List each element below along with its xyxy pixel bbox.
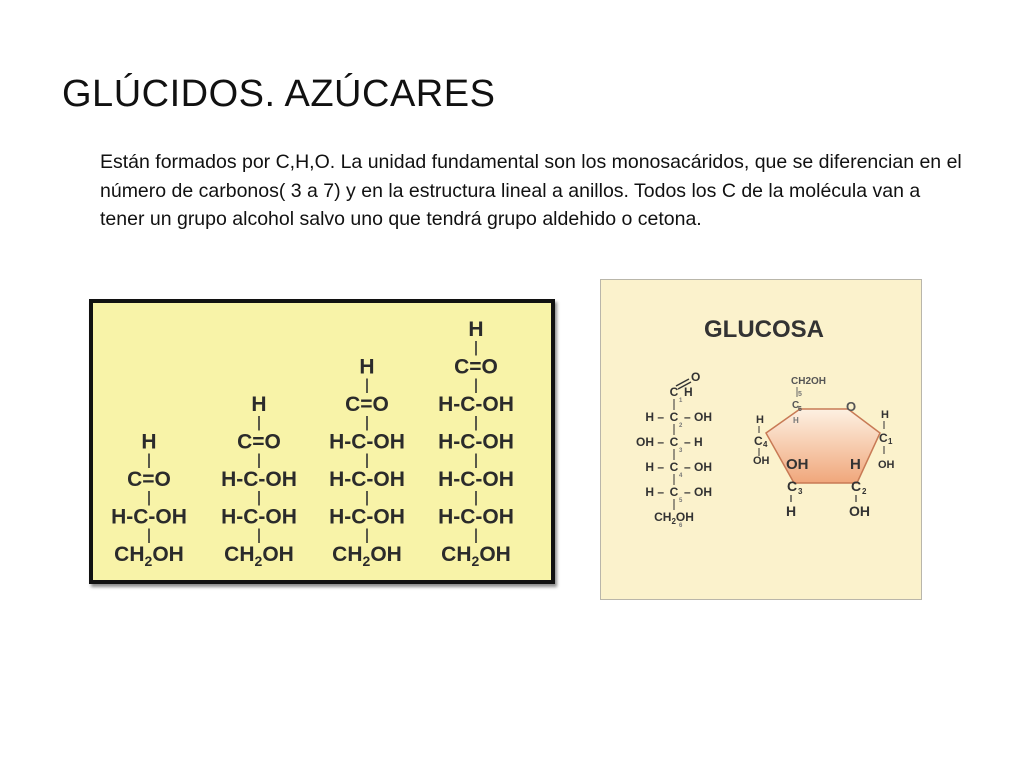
row-carbon-number: 3 — [679, 448, 683, 454]
linear-glucose-row — [636, 435, 703, 460]
ring-c2-oh: OH — [849, 503, 870, 519]
ring-n4: 4 — [763, 440, 768, 449]
row-right-group: – OH — [684, 460, 713, 474]
linear-glucose-row — [654, 510, 694, 529]
row-carbon-number: 4 — [679, 473, 683, 479]
pyranose-ring — [766, 409, 880, 483]
row-right-group: H — [684, 385, 693, 399]
molecule-row-label: $CH_2OH$ — [224, 543, 294, 569]
row-left-group: OH – — [635, 435, 664, 449]
ring-c1: C — [879, 431, 888, 445]
molecule-row-label: H-C-OH — [329, 430, 405, 454]
aldose-molecule — [329, 356, 405, 570]
molecule-row-label: H-C-OH — [438, 393, 514, 416]
ring-ch2oh: CH2OH — [791, 376, 827, 387]
ring-c2: C — [851, 478, 862, 494]
molecule-row-label: H — [251, 393, 267, 416]
molecule-row-label: C=O — [127, 468, 171, 491]
ring-n5: 5 — [798, 391, 802, 398]
molecule-row-label: H-C-OH — [221, 505, 297, 529]
molecule-row-label: $CH_2OH$ — [332, 543, 402, 569]
molecule-row-label: H — [468, 318, 484, 341]
row-left-group: H – — [645, 460, 664, 474]
ring-c4-h: H — [756, 414, 764, 426]
molecule-row-label: H-C-OH — [438, 468, 514, 491]
row-right-group: – OH — [684, 410, 713, 424]
row-carbon-number: 5 — [679, 498, 683, 504]
ring-c3-oh: OH — [786, 456, 809, 473]
aldose-structures-panel — [89, 299, 555, 584]
row-carbon: C — [669, 485, 679, 499]
ring-c4: C — [754, 434, 763, 448]
glucose-panel — [600, 279, 922, 600]
linear-glucose-row — [645, 460, 712, 485]
glucose-diagram — [601, 280, 921, 599]
molecule-row-label: C=O — [345, 393, 389, 416]
slide-paragraph: Están formados por C,H,O. La unidad fundamental son los monosacáridos, que se diferencian en el número de carbonos( 3 a 7) y en la estructura lineal a anillos. Todos los C de la molécula van a tener un grupo alcohol salvo uno que tendrá grupo aldehido o cetona. — [100, 151, 962, 230]
row-carbon-number: 2 — [679, 423, 683, 429]
molecule-row-label: C=O — [454, 355, 498, 379]
molecule-row-label: $CH_2OH$ — [114, 543, 184, 569]
ring-c5-h: H — [793, 416, 799, 425]
row-right-group: – H — [684, 435, 703, 449]
slide-title: GLÚCIDOS. AZÚCARES — [62, 73, 496, 115]
row-carbon: C — [669, 460, 679, 474]
aldose-structures-diagram — [93, 303, 551, 580]
row-carbon-number: 1 — [679, 398, 683, 404]
row-carbon: C — [669, 385, 679, 399]
row-carbon: C — [669, 435, 679, 449]
aldose-molecule — [438, 318, 514, 569]
linear-glucose-row — [645, 485, 712, 510]
ring-c3-h: H — [786, 503, 797, 519]
row-right-group: – OH — [684, 485, 713, 499]
linear-glucose-row — [645, 410, 712, 435]
molecule-row-label: C=O — [237, 430, 281, 454]
molecule-row-label: $CH_2OH$ — [441, 543, 511, 569]
glucose-linear — [636, 370, 712, 529]
molecule-row-label: H — [141, 430, 157, 454]
aldose-molecule — [221, 393, 297, 569]
row-carbon-number: 6 — [679, 523, 683, 529]
ring-c6: C — [792, 400, 800, 411]
ring-c3: C — [787, 478, 798, 494]
molecule-row-label: H-C-OH — [329, 468, 405, 491]
linear-top-o: O — [691, 370, 701, 384]
ring-c4-oh: OH — [753, 455, 770, 467]
linear-glucose-row — [670, 385, 693, 410]
glucose-title: GLUCOSA — [704, 316, 824, 343]
row-carbon: $CH_2OH$ — [654, 510, 694, 526]
molecule-row-label: H-C-OH — [438, 430, 514, 454]
row-left-group: H – — [645, 410, 664, 424]
aldose-molecule — [111, 431, 187, 570]
ring-n2: 2 — [862, 487, 867, 496]
ring-c2-h: H — [850, 456, 861, 473]
row-carbon: C — [669, 410, 679, 424]
ring-n1: 1 — [888, 437, 893, 446]
molecule-row-label: H-C-OH — [111, 505, 187, 529]
ring-n6: 6 — [798, 406, 802, 413]
ring-c1-h: H — [881, 409, 889, 421]
ring-oxygen: O — [846, 399, 857, 414]
row-left-group: H – — [645, 485, 664, 499]
molecule-row-label: H-C-OH — [438, 505, 514, 529]
molecule-row-label: H-C-OH — [329, 505, 405, 529]
molecule-row-label: H-C-OH — [221, 468, 297, 491]
glucose-ring — [753, 376, 895, 519]
molecule-row-label: H — [359, 355, 375, 379]
ring-c1-oh: OH — [878, 459, 895, 471]
ring-n3: 3 — [798, 487, 803, 496]
